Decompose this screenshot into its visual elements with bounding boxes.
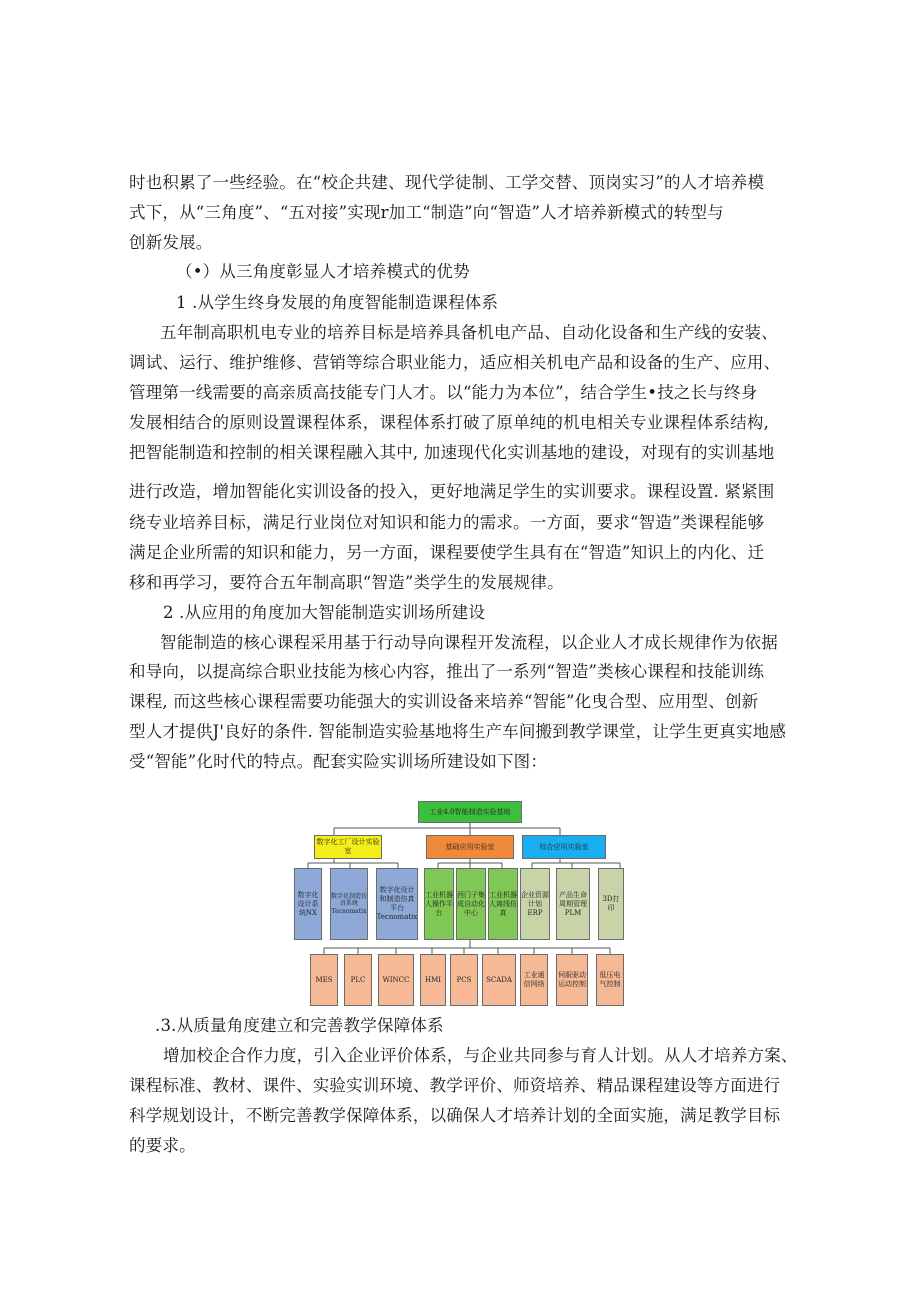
topic-node: WINCC <box>378 954 414 1006</box>
paragraph-line: 和导向，以提高综合职业技能为核心内容，推出了一系列“智造”类核心课程和技能训练 <box>129 662 765 681</box>
paragraph-line: 把智能制造和控制的相关课程融入其中, 加速现代化实训基地的建设，对现有的实训基地 <box>129 443 775 462</box>
course-node: 数字化设计和制造仿真平台Tecnomatix <box>376 868 418 940</box>
paragraph-line: 式下，从“三角度”、“五对接”实现r加工“制造”向“智造”人才培养新模式的转型与 <box>129 203 724 222</box>
subsection-heading: 2 .从应用的角度加大智能制造实训场所建设 <box>163 603 486 622</box>
course-node: 产品生命周期管理PLM <box>556 868 590 940</box>
course-node: 工业机器人离线仿真 <box>488 868 518 940</box>
topic-node: HMI <box>420 954 446 1006</box>
paragraph-line: 课程标准、教材、课件、实验实训环境、教学评价、师资培养、精品课程建设等方面进行 <box>129 1076 781 1095</box>
section-heading: （•）从三角度彰显人才培养模式的优势 <box>176 262 470 281</box>
subsection-heading: .3.从质量角度建立和完善教学保障体系 <box>155 1016 444 1035</box>
paragraph-line: 进行改造，增加智能化实训设备的投入，更好地满足学生的实训要求。课程设置. 紧紧围 <box>129 482 775 501</box>
paragraph-line: 创新发展。 <box>129 233 213 252</box>
course-node: 数字化制造仿真系统Tecnomatix <box>330 868 368 940</box>
paragraph-line: 科学规划设计，不断完善教学保障体系，以确保人才培养计划的全面实施，满足教学目标 <box>129 1106 781 1125</box>
topic-node: MES <box>310 954 338 1006</box>
course-node: 企业资源计划ERP <box>520 868 550 940</box>
course-node: 数字化设计系统NX <box>294 868 322 940</box>
lab-structure-diagram <box>290 798 632 1010</box>
paragraph-line: 受“智能”化时代的特点。配套实险实训场所建设如下图： <box>129 752 548 771</box>
paragraph-line: 智能制造的核心课程采用基于行动导向课程开发流程，以企业人才成长规律作为依据 <box>160 633 778 652</box>
lab-digital-factory: 数字化工厂设计实验室 <box>314 835 382 859</box>
paragraph-line: 型人才提供J'良好的条件. 智能制造实验基地将生产车间搬到教学课堂，让学生更真实地感 <box>129 722 787 741</box>
paragraph-line: 时也积累了一些经验。在“校企共建、现代学徒制、工学交替、顶岗实习”的人才培养模 <box>129 173 765 192</box>
course-node: 工业机器人操作平台 <box>424 868 454 940</box>
paragraph-line: 的要求。 <box>129 1136 196 1155</box>
lab-comprehensive-application: 综合应用实验室 <box>522 835 606 859</box>
topic-node: PCS <box>450 954 478 1006</box>
lab-basic-application: 基础应用实验室 <box>426 835 514 859</box>
paragraph-line: 管理第一线需要的高亲质高技能专门人才。以“能力为本位”，结合学生•技之长与终身 <box>129 383 758 402</box>
course-node: 3D打印 <box>598 868 624 940</box>
paragraph-line: 满足企业所需的知识和能力，另一方面，课程要使学生具有在“智造”知识上的内化、迁 <box>129 543 765 562</box>
subsection-heading: 1 .从学生终身发展的角度智能制造课程体系 <box>176 293 499 312</box>
topic-node: 伺服驱动运动控制 <box>556 954 588 1006</box>
paragraph-line: 发展相结合的原则设置课程体系，课程体系打破了原单纯的机电相关专业课程体系结构, <box>129 413 770 432</box>
course-node: 西门子集成自动化中心 <box>456 868 486 940</box>
topic-node: SCADA <box>482 954 516 1006</box>
paragraph-line: 移和再学习，要符合五年制高职“智造”类学生的发展规律。 <box>129 573 564 592</box>
paragraph-line: 绕专业培养目标，满足行业岗位对知识和能力的需求。一方面，要求“智造”类课程能够 <box>129 513 765 532</box>
paragraph-line: 增加校企合作力度，引入企业评价体系，与企业共同参与育人计划。从人才培养方案、 <box>163 1046 798 1065</box>
diagram-root-node: 工业4.0智能制造实验基地 <box>418 801 522 823</box>
topic-node: 低压电气控制 <box>596 954 624 1006</box>
topic-node: PLC <box>344 954 372 1006</box>
paragraph-line: 课程, 而这些核心课程需要功能强大的实训设备来培养“智能”化曳合型、应用型、创新 <box>129 692 759 711</box>
topic-node: 工业通信网络 <box>520 954 548 1006</box>
paragraph-line: 五年制高职机电专业的培养目标是培养具备机电产品、自动化设备和生产线的安装、 <box>160 323 778 342</box>
paragraph-line: 调试、运行、维护维修、营销等综合职业能力，适应相关机电产品和设备的生产、应用、 <box>129 353 781 372</box>
